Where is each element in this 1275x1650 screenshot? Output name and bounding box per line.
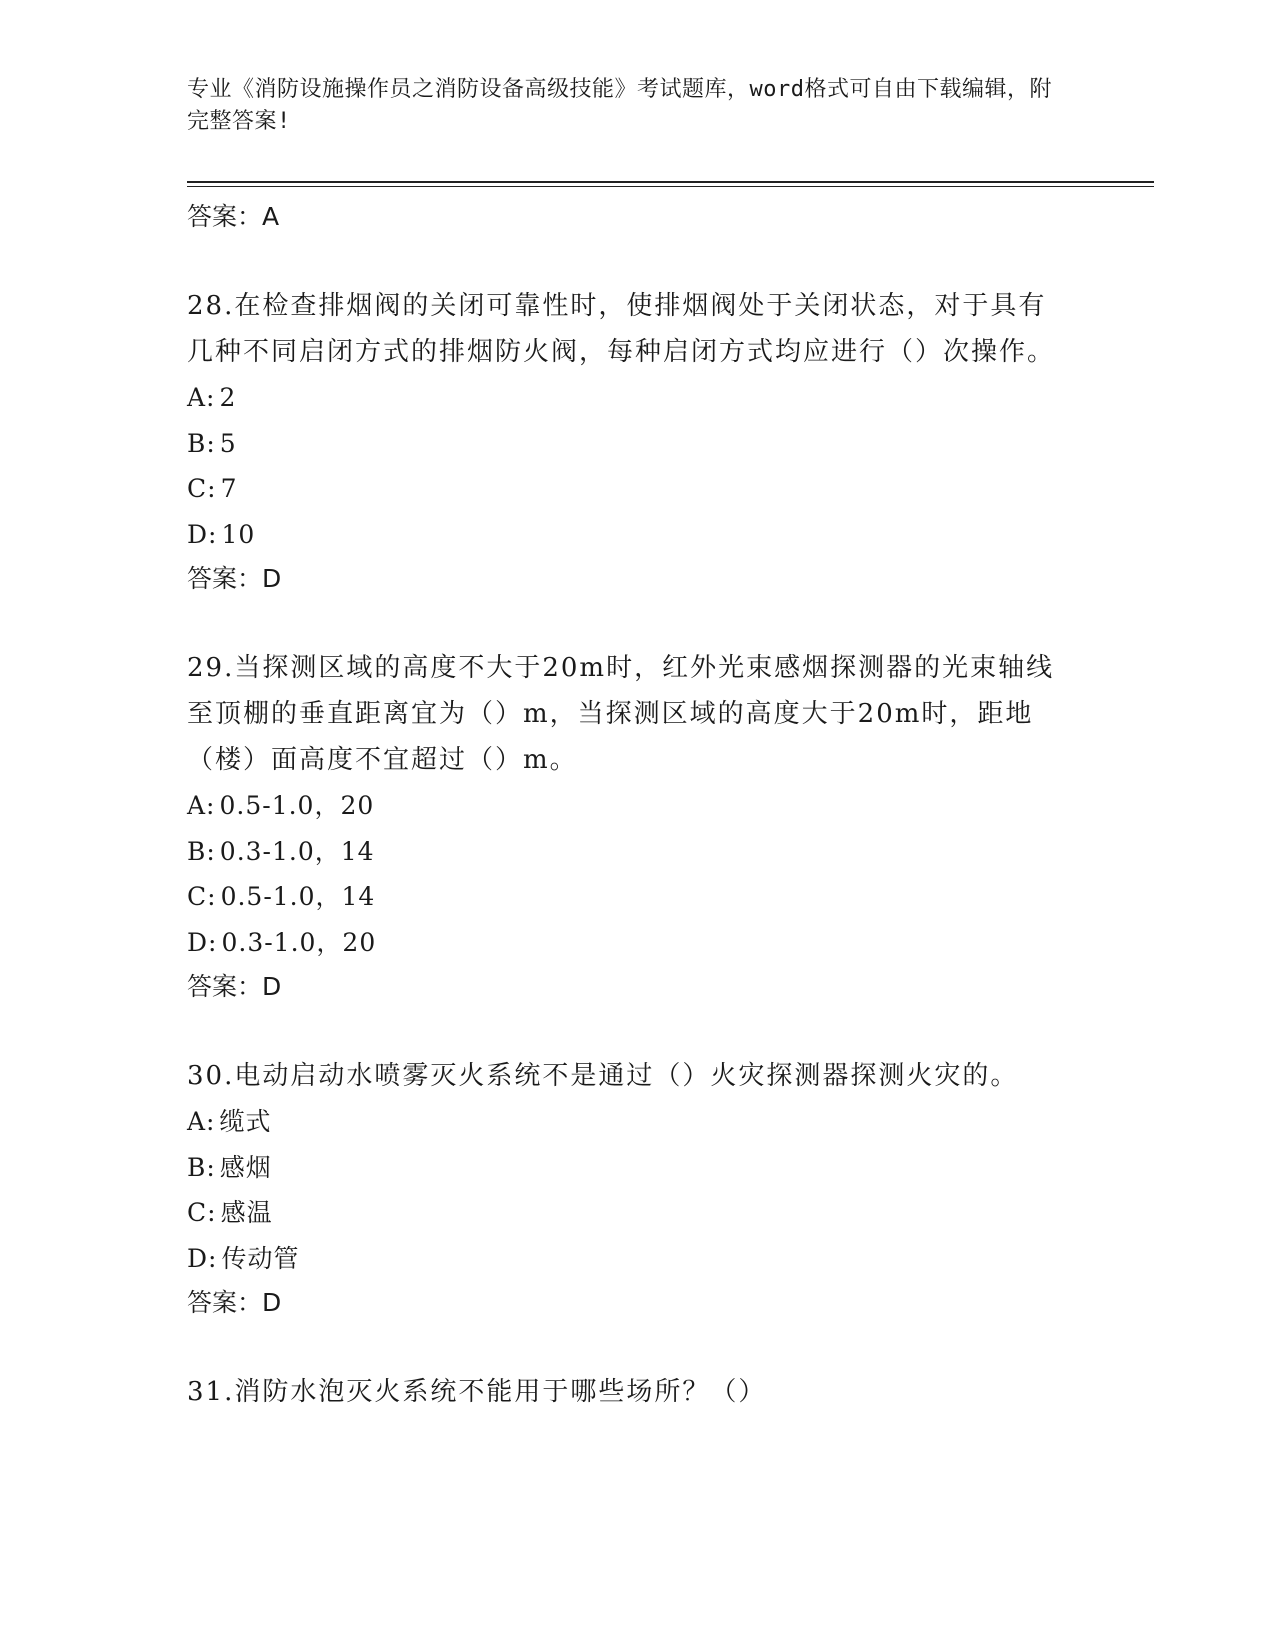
option-value: 传动管: [221, 1243, 300, 1273]
option-c: [187, 466, 1147, 512]
option-label: C:: [187, 1198, 217, 1227]
option-label: D:: [187, 927, 218, 957]
answer-line: 答案：A: [187, 202, 280, 231]
option-label: A:: [187, 383, 216, 412]
option-value: 2: [219, 383, 237, 412]
document-header: 专业《消防设施操作员之消防设备高级技能》考试题库，word格式可自由下载编辑，附完整答案!: [187, 77, 1052, 134]
option-label: D:: [187, 519, 218, 549]
header-divider: [187, 181, 1154, 187]
option-d: [187, 512, 1147, 558]
option-value: 感烟: [219, 1152, 272, 1182]
option-label: A:: [187, 1107, 216, 1136]
question-text: 31.消防水泡灭火系统不能用于哪些场所？（）: [187, 1377, 767, 1407]
option-label: A:: [187, 791, 216, 820]
option-label: D:: [187, 1243, 218, 1273]
option-label: B:: [187, 428, 216, 458]
answer-line: 答案：D: [187, 564, 282, 593]
option-b: [187, 829, 1147, 875]
answer-line: 答案：D: [187, 1288, 282, 1317]
question-text: 29.当探测区域的高度不大于20m时，红外光束感烟探测器的光束轴线至顶棚的垂直距离宜为（）m，当探测区域的高度大于20m时，距地（楼）面高度不宜超过（）m。: [187, 653, 1055, 775]
option-a: [187, 783, 1147, 829]
option-value: 0.5-1.0，20: [219, 791, 375, 820]
option-b: [187, 421, 1147, 467]
option-d: [187, 920, 1147, 966]
option-value: 10: [221, 519, 256, 549]
option-value: 5: [219, 428, 237, 458]
answer-line: 答案：D: [187, 972, 282, 1001]
option-label: C:: [187, 474, 217, 503]
question-text: 28.在检查排烟阀的关闭可靠性时，使排烟阀处于关闭状态，对于具有几种不同启闭方式的排烟防火阀，每种启闭方式均应进行（）次操作。: [187, 291, 1056, 367]
option-a: [187, 375, 1147, 421]
option-d: [187, 1236, 1147, 1282]
option-value: 0.5-1.0，14: [220, 882, 376, 911]
option-value: 0.3-1.0，14: [219, 836, 375, 866]
option-b: [187, 1145, 1147, 1191]
option-value: 0.3-1.0，20: [221, 927, 377, 957]
question-28: [187, 283, 1147, 601]
option-a: [187, 1099, 1147, 1145]
question-31: [187, 1369, 1147, 1415]
question-29: [187, 645, 1147, 1009]
option-value: 7: [220, 474, 238, 503]
option-value: 感温: [220, 1198, 273, 1227]
option-c: [187, 1190, 1147, 1236]
option-label: B:: [187, 1152, 216, 1182]
option-label: C:: [187, 882, 217, 911]
option-label: B:: [187, 836, 216, 866]
question-text: 30.电动启动水喷雾灭火系统不是通过（）火灾探测器探测火灾的。: [187, 1061, 1019, 1091]
option-c: [187, 874, 1147, 920]
option-value: 缆式: [219, 1107, 272, 1136]
question-30: [187, 1053, 1147, 1325]
document-page: [187, 0, 1147, 1415]
